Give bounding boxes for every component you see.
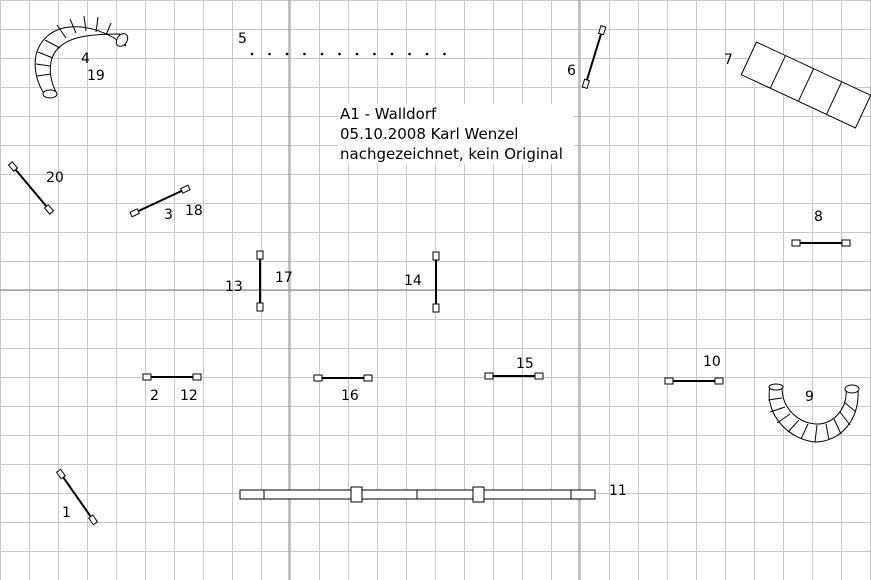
weave-pole (356, 53, 359, 56)
jump-16 (314, 375, 372, 381)
weave-pole (408, 53, 411, 56)
weave-pole (426, 53, 429, 56)
obstacle-number-20: 20 (46, 170, 64, 186)
weave-pole (303, 53, 306, 56)
obstacle-number-19: 19 (87, 68, 105, 84)
obstacle-number-12: 12 (180, 388, 198, 404)
weave-pole (286, 53, 289, 56)
obstacle-number-16: 16 (341, 388, 359, 404)
obstacle-number-5: 5 (238, 31, 247, 47)
weave-pole (373, 53, 376, 56)
obstacle-number-8: 8 (814, 209, 823, 225)
weave-pole (251, 53, 254, 56)
jump-2 (143, 374, 201, 380)
obstacle-number-3: 3 (164, 207, 173, 223)
weave-pole (338, 53, 341, 56)
obstacle-number-7: 7 (724, 52, 733, 68)
obstacle-number-6: 6 (567, 63, 576, 79)
obstacle-number-13: 13 (225, 279, 243, 295)
obstacle-number-2: 2 (150, 388, 159, 404)
course-date-author: 05.10.2008 Karl Wenzel (340, 125, 519, 143)
weave-pole (321, 53, 324, 56)
tunnel-7 (741, 42, 870, 128)
course-title: A1 - Walldorf (340, 105, 437, 123)
jump-10 (665, 378, 723, 384)
obstacle-number-10: 10 (703, 354, 721, 370)
weave-pole (268, 53, 271, 56)
obstacle-number-11: 11 (609, 483, 627, 499)
obstacle-number-9: 9 (805, 389, 814, 405)
jump-13 (257, 251, 263, 311)
dogwalk-11 (240, 487, 595, 502)
weave-pole (391, 53, 394, 56)
course-title-block (338, 104, 574, 164)
weave-pole (443, 53, 446, 56)
obstacle-number-4: 4 (81, 51, 90, 67)
obstacle-number-1: 1 (62, 505, 71, 521)
jump-3 (130, 185, 190, 217)
obstacle-number-18: 18 (185, 203, 203, 219)
obstacle-number-14: 14 (404, 273, 422, 289)
jump-6 (582, 26, 605, 89)
course-note: nachgezeichnet, kein Original (340, 145, 563, 163)
obstacle-number-17: 17 (275, 270, 293, 286)
obstacle-number-15: 15 (516, 356, 534, 372)
